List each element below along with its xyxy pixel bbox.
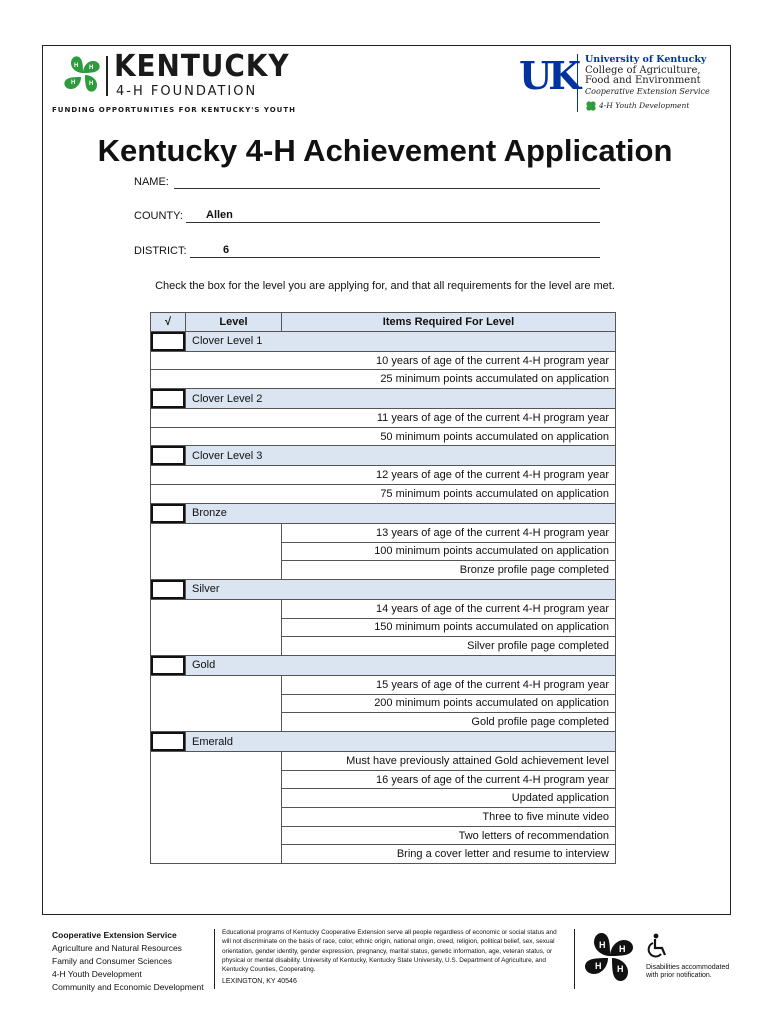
level-checkbox-cell[interactable] (151, 389, 186, 409)
level-row (151, 446, 616, 466)
level-checkbox-cell[interactable] (151, 655, 186, 675)
uk-logo (519, 52, 719, 122)
footer-dept: Community and Economic Development (52, 982, 204, 992)
requirement-row (151, 599, 616, 618)
blank-cell (151, 826, 282, 845)
blank-cell (151, 561, 282, 580)
requirement-item: Three to five minute video (282, 808, 616, 827)
blank-cell (151, 637, 282, 656)
name-field[interactable] (134, 176, 169, 188)
requirement-row (151, 561, 616, 580)
requirement-item: 10 years of age of the current 4-H program year (282, 351, 616, 370)
blank-cell (151, 845, 282, 864)
district-field[interactable] (134, 244, 230, 257)
county-underline (186, 222, 600, 223)
blank-cell (151, 542, 282, 561)
blank-cell (151, 694, 282, 713)
accessibility-icon (646, 933, 668, 959)
foundation-tagline: FUNDING OPPORTUNITIES FOR KENTUCKY'S YOUTH (52, 106, 297, 114)
requirement-row (151, 694, 616, 713)
requirement-item: 50 minimum points accumulated on application (282, 427, 616, 446)
requirement-item: 100 minimum points accumulated on application (282, 542, 616, 561)
level-name: Clover Level 1 (186, 331, 616, 351)
uk-university: University of Kentucky (585, 54, 707, 65)
requirement-row (151, 466, 616, 485)
level-name: Clover Level 2 (186, 389, 616, 409)
requirement-row (151, 523, 616, 542)
requirement-row (151, 637, 616, 656)
requirement-item: 14 years of age of the current 4-H program year (282, 599, 616, 618)
level-checkbox[interactable] (151, 504, 185, 523)
requirement-row (151, 618, 616, 637)
footer-dept: Family and Consumer Sciences (52, 956, 172, 966)
level-row (151, 389, 616, 409)
level-checkbox[interactable] (151, 580, 185, 599)
requirement-item: 200 minimum points accumulated on application (282, 694, 616, 713)
requirements-table (150, 312, 616, 864)
blank-cell (151, 351, 282, 370)
requirement-row (151, 427, 616, 446)
foundation-title: KENTUCKY (114, 49, 290, 84)
level-checkbox[interactable] (151, 332, 185, 351)
level-checkbox-cell[interactable] (151, 446, 186, 466)
requirement-item: 150 minimum points accumulated on application (282, 618, 616, 637)
blank-cell (151, 409, 282, 428)
level-row (151, 331, 616, 351)
requirement-row (151, 485, 616, 504)
level-name: Emerald (186, 732, 616, 752)
requirement-item: 11 years of age of the current 4-H program year (282, 409, 616, 428)
footer-dept: Agriculture and Natural Resources (52, 943, 182, 953)
page-title: Kentucky 4-H Achievement Application (97, 133, 673, 168)
county-value: Allen (206, 209, 233, 221)
4h-clover-icon (582, 928, 638, 988)
name-label: NAME: (134, 176, 169, 188)
footer-divider (214, 929, 215, 989)
blank-cell (151, 485, 282, 504)
blank-cell (151, 770, 282, 789)
requirement-item: Two letters of recommendation (282, 826, 616, 845)
requirement-row (151, 789, 616, 808)
requirement-item: 16 years of age of the current 4-H program year (282, 770, 616, 789)
blank-cell (151, 675, 282, 694)
district-value: 6 (223, 244, 230, 256)
small-clover-icon (585, 100, 597, 112)
requirement-item: Bronze profile page completed (282, 561, 616, 580)
svg-text:H: H (89, 81, 94, 87)
logo-divider (106, 56, 108, 96)
requirement-item: Updated application (282, 789, 616, 808)
level-row (151, 503, 616, 523)
blank-cell (151, 618, 282, 637)
uk-divider (577, 54, 578, 112)
blank-cell (151, 370, 282, 389)
district-label: DISTRICT: (134, 245, 187, 257)
requirement-row (151, 770, 616, 789)
level-checkbox-cell[interactable] (151, 732, 186, 752)
requirement-row (151, 826, 616, 845)
level-checkbox-cell[interactable] (151, 503, 186, 523)
svg-text:H: H (89, 65, 94, 71)
requirement-item: 75 minimum points accumulated on application (282, 485, 616, 504)
blank-cell (151, 808, 282, 827)
uk-college: College of Agriculture, Food and Environment (585, 65, 701, 86)
blank-cell (151, 523, 282, 542)
blank-cell (151, 713, 282, 732)
requirement-row (151, 542, 616, 561)
instructions: Check the box for the level you are applying for, and that all requirements for the level are met. (155, 280, 615, 292)
blank-cell (151, 466, 282, 485)
blank-cell (151, 599, 282, 618)
requirement-row (151, 845, 616, 864)
footer-disclaimer (222, 928, 567, 987)
requirement-row (151, 370, 616, 389)
requirement-item: 12 years of age of the current 4-H program year (282, 466, 616, 485)
level-checkbox-cell[interactable] (151, 579, 186, 599)
foundation-subtitle: 4-H FOUNDATION (116, 84, 258, 99)
county-field[interactable] (134, 209, 233, 222)
level-row (151, 732, 616, 752)
blank-cell (151, 427, 282, 446)
table-header-row (151, 313, 616, 332)
footer-address: LEXINGTON, KY 40546 (222, 978, 297, 986)
level-checkbox[interactable] (151, 389, 185, 408)
level-checkbox[interactable] (151, 446, 185, 465)
name-underline (174, 188, 600, 189)
blank-cell (151, 789, 282, 808)
level-name: Gold (186, 655, 616, 675)
svg-text:H: H (74, 63, 79, 69)
level-row (151, 655, 616, 675)
requirement-item: Gold profile page completed (282, 713, 616, 732)
footer-divider (574, 929, 575, 989)
requirement-row (151, 675, 616, 694)
requirement-item: 25 minimum points accumulated on application (282, 370, 616, 389)
level-checkbox-cell[interactable] (151, 331, 186, 351)
level-name: Bronze (186, 503, 616, 523)
disclaimer-text: Educational programs of Kentucky Cooperative Extension serve all people regardless of economic or social status and will not discriminate on the basis of race, color, ethnic origin, national origin, creed, religion, political belief, sex, sexual orientation, gender identity, gender expression, pregnancy, marital status, genetic information, age, veteran status, or physical or mental disability. University of Kentucky, Kentucky State University, U.S. Department of Agriculture, and Kentucky Counties, Cooperating. (222, 929, 557, 974)
level-name: Silver (186, 579, 616, 599)
check-header: √ (151, 313, 186, 332)
requirement-item: 13 years of age of the current 4-H program year (282, 523, 616, 542)
requirement-row (151, 808, 616, 827)
kentucky-4h-foundation-logo (52, 49, 297, 120)
requirement-row (151, 409, 616, 428)
level-checkbox[interactable] (151, 656, 185, 675)
district-underline (190, 257, 600, 258)
svg-text:H: H (619, 944, 626, 954)
uk-mark: UK (519, 53, 578, 98)
uk-youth: 4-H Youth Development (599, 101, 690, 110)
requirement-item: 15 years of age of the current 4-H program year (282, 675, 616, 694)
clover-icon (60, 52, 106, 98)
level-row (151, 579, 616, 599)
requirement-item: Silver profile page completed (282, 637, 616, 656)
level-header: Level (186, 313, 282, 332)
footer-departments (52, 929, 204, 994)
level-name: Clover Level 3 (186, 446, 616, 466)
uk-extension: Cooperative Extension Service (585, 87, 710, 96)
requirement-row (151, 713, 616, 732)
blank-cell (151, 752, 282, 771)
level-checkbox[interactable] (151, 732, 185, 751)
footer-dept: Cooperative Extension Service (52, 930, 177, 940)
accessibility-text: Disabilities accommodated with prior notification. (646, 964, 730, 979)
requirement-row (151, 351, 616, 370)
svg-text:H: H (599, 940, 606, 950)
requirement-row (151, 752, 616, 771)
footer-dept: 4-H Youth Development (52, 969, 142, 979)
svg-text:H: H (595, 961, 602, 971)
requirement-item: Must have previously attained Gold achievement level (282, 752, 616, 771)
svg-text:H: H (617, 964, 624, 974)
items-header: Items Required For Level (282, 313, 616, 332)
county-label: COUNTY: (134, 210, 183, 222)
svg-text:H: H (71, 80, 76, 86)
requirement-item: Bring a cover letter and resume to interview (282, 845, 616, 864)
